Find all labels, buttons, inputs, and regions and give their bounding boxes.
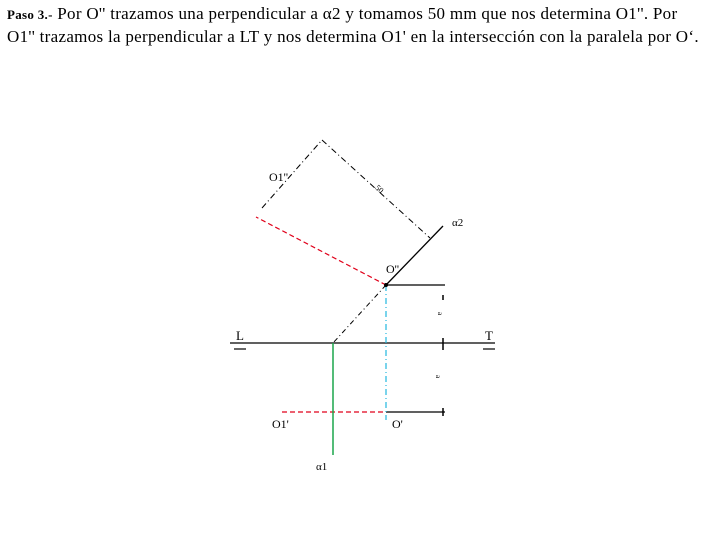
label-dimension-small-1: a — [436, 312, 444, 316]
step-label: Paso 3.- — [7, 7, 53, 22]
label-l: L — [236, 328, 244, 343]
label-o1-double-prime: O1'' — [269, 170, 288, 184]
label-alpha2: α2 — [452, 217, 464, 229]
step-description: Por O'' trazamos una perpendicular a α2 y tomamos 50 mm que nos determina O1''. Por O1'' trazamos la perpendicular a LT y nos determina O1' en la intersección con la paralela por O‘. — [7, 4, 699, 46]
label-o1-prime: O1' — [272, 417, 289, 431]
label-dimension-small-2: a — [434, 375, 442, 379]
alpha2-trace — [386, 226, 443, 285]
label-alpha1: α1 — [316, 461, 328, 473]
label-o-prime: O' — [392, 417, 403, 431]
label-t: T — [485, 328, 493, 343]
perpendicular-o-to-o1 — [256, 217, 386, 285]
label-o-double-prime: O'' — [386, 262, 399, 276]
alpha2-trace-hidden — [333, 285, 386, 343]
point-o-double-prime — [384, 283, 388, 287]
label-dimension-50: 50 — [373, 183, 386, 196]
